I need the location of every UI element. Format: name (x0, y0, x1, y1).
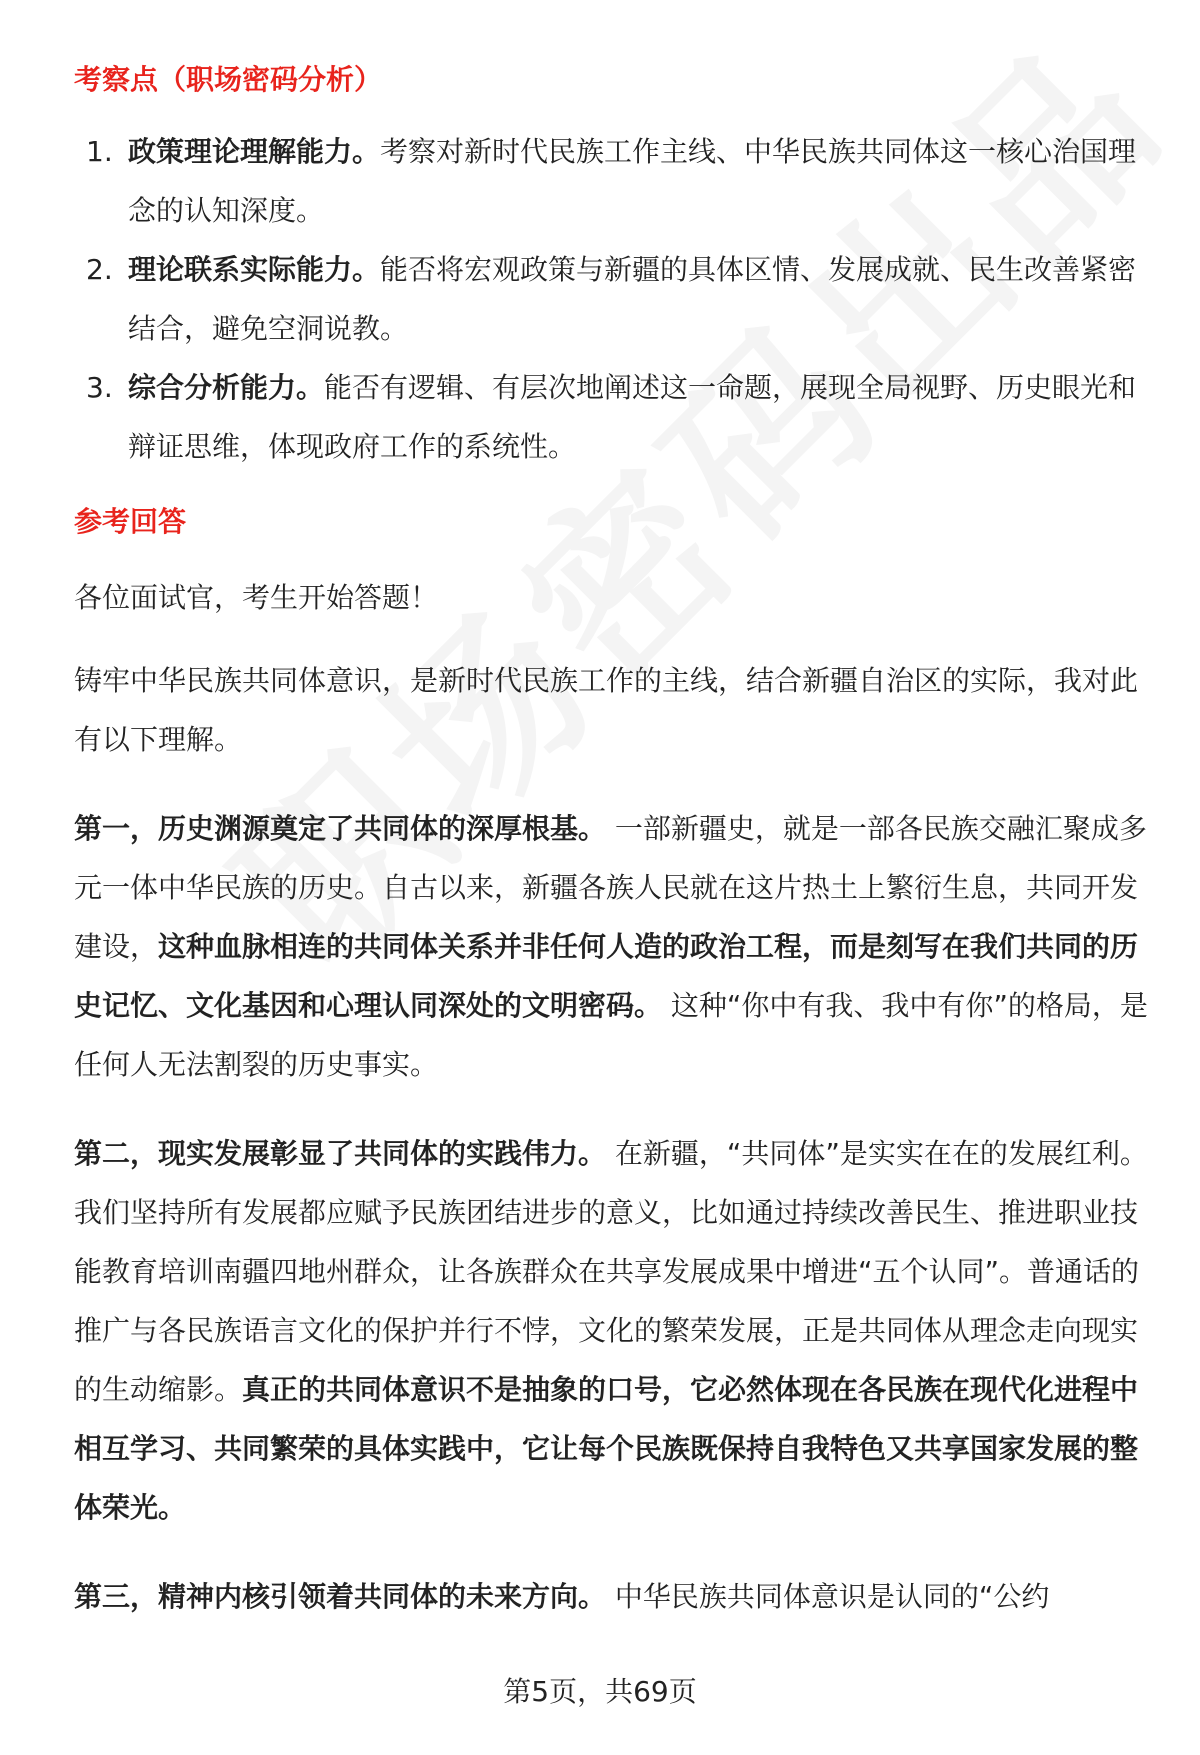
list-item-number: 3. (86, 371, 113, 404)
answer-opening: 各位面试官，考生开始答题！ (74, 581, 439, 614)
list-item-bold: 理论联系实际能力。 (128, 253, 381, 286)
answer-paragraph-3 (74, 1567, 1154, 1626)
answer-paragraph-1 (74, 799, 1154, 1094)
list-item-number: 2. (86, 253, 113, 286)
section-heading-analysis: 考察点（职场密码分析） (74, 63, 383, 96)
list-item-bold: 综合分析能力。 (128, 371, 325, 404)
list-item-text: 考察对新时代民族工作主线、中华民族共同体这一核心治国理念的认知深度。 (128, 135, 1137, 227)
paragraph-lead: 第二，现实发展彰显了共同体的实践伟力。 (74, 1137, 607, 1170)
list-item-number: 1. (86, 135, 113, 168)
paragraph-text: 一部新疆史，就是一部各民族交融汇聚成多元一体中华民族的历史。自古以来，新疆各族人民就在这片热土上繁衍生息，共同开发建设， (74, 812, 1147, 963)
answer-paragraph-2 (74, 1124, 1154, 1537)
paragraph-text: 这种“你中有我、我中有你”的格局，是任何人无法割裂的历史事实。 (74, 989, 1148, 1081)
paragraph-lead: 第三，精神内核引领着共同体的未来方向。 (74, 1580, 607, 1613)
list-item (74, 240, 1154, 358)
paragraph-bold: 这种血脉相连的共同体关系并非任何人造的政治工程，而是刻写在我们共同的历史记忆、文化基因和心理认同深处的文明密码。 (74, 930, 1139, 1022)
answer-intro: 铸牢中华民族共同体意识，是新时代民族工作的主线，结合新疆自治区的实际，我对此有以下理解。 (74, 664, 1139, 756)
page-number: 第5页，共69页 (503, 1675, 697, 1708)
page-content (74, 58, 1154, 1626)
paragraph-text: 中华民族共同体意识是认同的“公约 (614, 1580, 1050, 1613)
paragraph-lead: 第一，历史渊源奠定了共同体的深厚根基。 (74, 812, 607, 845)
list-item-text: 能否有逻辑、有层次地阐述这一命题，展现全局视野、历史眼光和辩证思维，体现政府工作的系统性。 (128, 371, 1137, 463)
section-heading-answer: 参考回答 (74, 505, 187, 538)
list-item-bold: 政策理论理解能力。 (128, 135, 381, 168)
paragraph-bold: 真正的共同体意识不是抽象的口号，它必然体现在各民族在现代化进程中相互学习、共同繁荣的具体实践中，它让每个民族既保持自我特色又共享国家发展的整体荣光。 (74, 1373, 1139, 1524)
list-item (74, 122, 1154, 240)
list-item-text: 能否将宏观政策与新疆的具体区情、发展成就、民生改善紧密结合，避免空洞说教。 (128, 253, 1137, 345)
list-item (74, 358, 1154, 476)
paragraph-text: 在新疆，“共同体”是实实在在的发展红利。我们坚持所有发展都应赋予民族团结进步的意义，比如通过持续改善民生、推进职业技能教育培训南疆四地州群众，让各族群众在共享发展成果中增进“五个认同”。普通话的推广与各民族语言文化的保护并行不悖，文化的繁荣发展，正是共同体从理念走向现实的生动缩影。 (74, 1137, 1148, 1406)
analysis-list (74, 122, 1154, 476)
